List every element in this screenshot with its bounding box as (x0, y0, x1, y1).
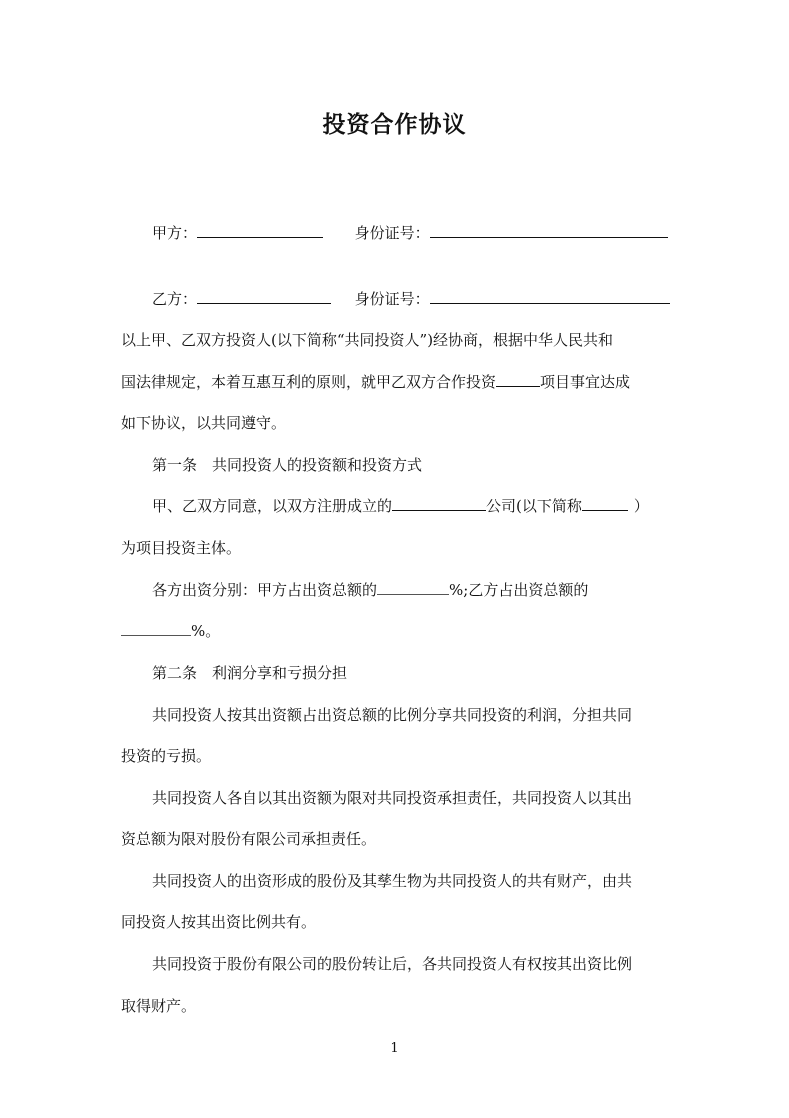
article-1-p1-text-a: 甲、乙双方同意，以双方注册成立的 (152, 497, 393, 515)
party-a-name-blank[interactable] (197, 223, 323, 238)
project-name-blank[interactable] (496, 372, 540, 387)
intro-line-3: 如下协议，以共同遵守。 (121, 414, 287, 432)
intro-line-2 (121, 372, 630, 392)
article-1-paragraph-2-line-2 (121, 621, 220, 641)
party-a-id-blank[interactable] (430, 223, 668, 238)
article-2-paragraph-1-line-2: 投资的亏损。 (121, 747, 212, 765)
party-a-id-label: 身份证号： (354, 224, 430, 242)
article-1-p2-text-a: 各方出资分别：甲方占出资总额的 (152, 581, 378, 599)
party-a-label: 甲方： (152, 224, 198, 242)
article-1-p2-text-c: %。 (191, 622, 221, 640)
party-b-name-blank[interactable] (197, 289, 331, 304)
article-2-paragraph-2-line-1: 共同投资人各自以其出资额为限对共同投资承担责任，共同投资人以其出 (152, 789, 633, 807)
article-1-p1-text-c: ） (633, 497, 649, 515)
article-2-paragraph-4-line-2: 取得财产。 (121, 997, 197, 1015)
article-1-paragraph-1-line-1 (152, 496, 649, 516)
article-2-paragraph-3-line-1: 共同投资人的出资形成的股份及其孳生物为共同投资人的共有财产，由共 (152, 872, 633, 890)
article-1-p2-text-b: %;乙方占出资总额的 (449, 581, 589, 599)
party-b-id-label: 身份证号： (354, 290, 430, 308)
article-1-paragraph-1-line-2: 为项目投资主体。 (121, 539, 242, 557)
article-2-paragraph-4-line-1: 共同投资于股份有限公司的股份转让后，各共同投资人有权按其出资比例 (152, 955, 633, 973)
company-name-blank[interactable] (392, 496, 486, 511)
company-short-name-blank[interactable] (582, 496, 628, 511)
article-1-paragraph-2-line-1 (152, 580, 588, 600)
article-2-paragraph-1-line-1: 共同投资人按其出资额占出资总额的比例分享共同投资的利润，分担共同 (152, 706, 633, 724)
party-b-id-blank[interactable] (430, 289, 670, 304)
party-b-label: 乙方： (152, 290, 198, 308)
party-a-share-blank[interactable] (377, 580, 449, 595)
party-b-share-blank[interactable] (121, 621, 191, 636)
intro-line-2-text-b: 项目事宜达成 (540, 373, 631, 391)
article-2-paragraph-3-line-2: 同投资人按其出资比例共有。 (121, 913, 317, 931)
intro-line-2-text-a: 国法律规定，本着互惠互利的原则，就甲乙双方合作投资 (121, 373, 497, 391)
article-2-heading: 第二条 利润分享和亏损分担 (152, 664, 348, 682)
document-title: 投资合作协议 (322, 111, 467, 138)
page-number: 1 (390, 1041, 399, 1056)
intro-line-1: 以上甲、乙双方投资人(以下简称“共同投资人”)经协商，根据中华人民共和 (121, 331, 614, 349)
article-2-paragraph-2-line-2: 资总额为限对股份有限公司承担责任。 (121, 830, 377, 848)
party-a-row (152, 223, 668, 243)
party-b-row (152, 289, 670, 309)
article-1-heading: 第一条 共同投资人的投资额和投资方式 (152, 456, 423, 474)
article-1-p1-text-b: 公司(以下简称 (486, 497, 582, 515)
